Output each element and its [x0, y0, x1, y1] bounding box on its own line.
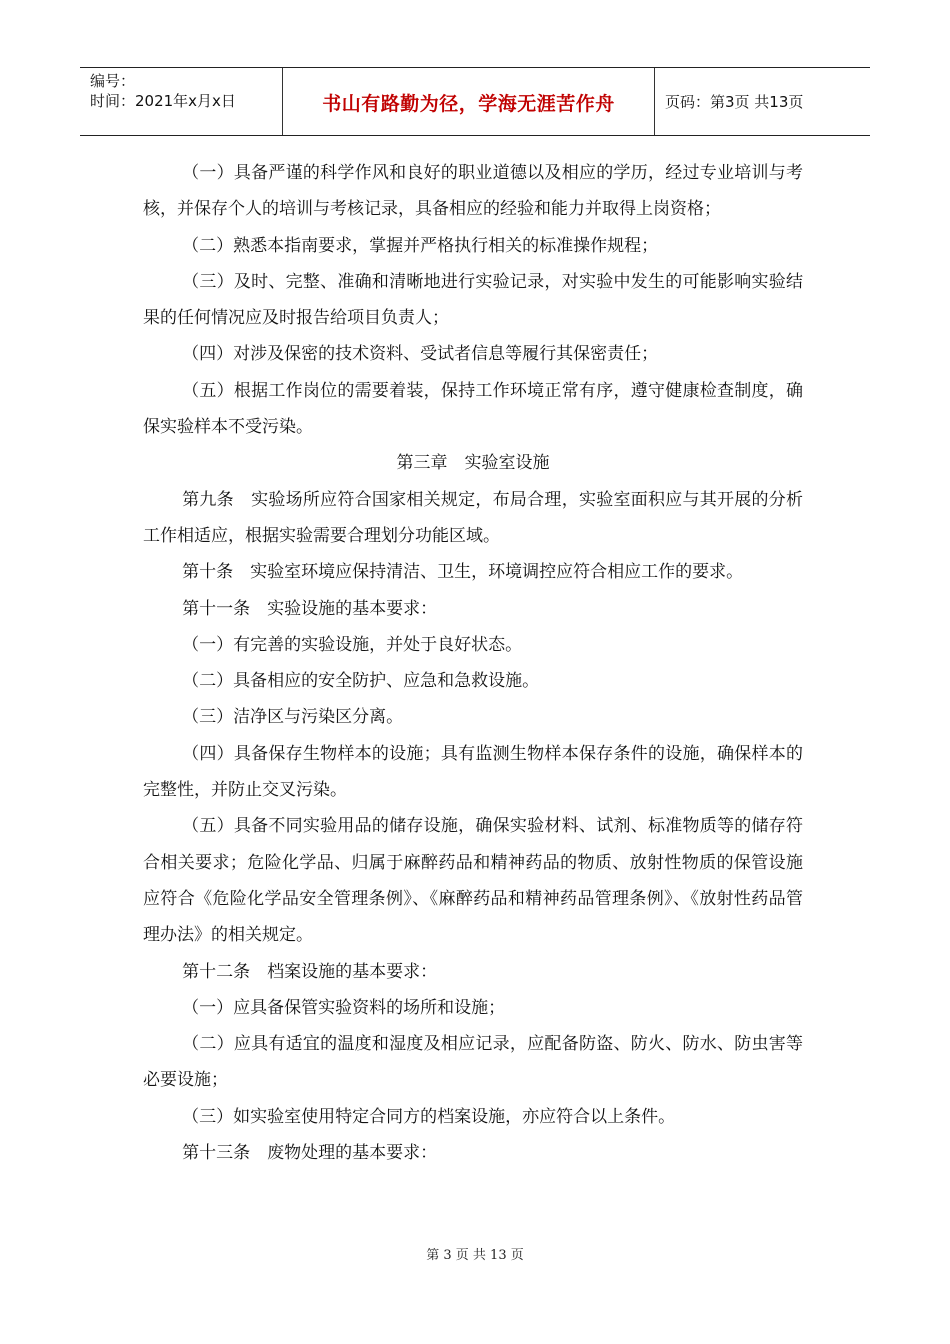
article-11: 第十一条 实验设施的基本要求：	[182, 598, 438, 619]
article-11-item-5: （五）具备不同实验用品的储存设施，确保实验材料、试剂、标准物质等的储存符合相关要求；危险化学品、归属于麻醉药品和精神药品的物质、放射性物质的保管设施应符合《危险化学品安全管理条例》、《麻醉药品和精神药品管理条例》、《放射性药品管理办法》的相关规定。	[143, 816, 803, 946]
paragraph-staff-req-1: （一）具备严谨的科学作风和良好的职业道德以及相应的学历，经过专业培训与考核，并保存个人的培训与考核记录，具备相应的经验和能力并取得上岗资格；	[143, 163, 803, 220]
article-11-item-2: （二）具备相应的安全防护、应急和急救设施。	[182, 671, 540, 692]
article-13: 第十三条 废物处理的基本要求：	[182, 1143, 438, 1164]
paragraph-staff-req-3: （三）及时、完整、准确和清晰地进行实验记录，对实验中发生的可能影响实验结果的任何情况应及时报告给项目负责人；	[143, 271, 803, 329]
document-time-label: 时间：2021年x月x日	[90, 92, 236, 110]
header-meta	[80, 68, 283, 135]
article-11-item-4: （四）具备保存生物样本的设施；具有监测生物样本保存条件的设施，确保样本的完整性，并防止交叉污染。	[143, 743, 803, 801]
paragraph-staff-req-2: （二）熟悉本指南要求，掌握并严格执行相关的标准操作规程；	[182, 235, 659, 256]
header-motto-cell	[283, 68, 655, 135]
page-footer: 第 3 页 共 13 页	[426, 1248, 524, 1263]
article-12-item-1: （一）应具备保管实验资料的场所和设施；	[182, 997, 506, 1018]
article-10: 第十条 实验室环境应保持清洁、卫生，环境调控应符合相应工作的要求。	[182, 562, 744, 583]
article-11-item-1: （一）有完善的实验设施，并处于良好状态。	[182, 634, 523, 655]
article-12-item-2: （二）应具有适宜的温度和湿度及相应记录，应配备防盗、防火、防水、防虫害等必要设施；	[143, 1034, 803, 1091]
paragraph-staff-req-5: （五）根据工作岗位的需要着装，保持工作环境正常有序，遵守健康检查制度，确保实验样本不受污染。	[143, 380, 803, 438]
article-12: 第十二条 档案设施的基本要求：	[182, 961, 438, 982]
header-motto: 书山有路勤为径，学海无涯苦作舟	[322, 93, 615, 115]
article-12-item-3: （三）如实验室使用特定合同方的档案设施，亦应符合以上条件。	[182, 1106, 676, 1127]
document-number-label: 编号：	[90, 72, 136, 90]
document-body	[143, 155, 803, 1171]
article-9: 第九条 实验场所应符合国家相关规定，布局合理，实验室面积应与其开展的分析工作相适应，根据实验需要合理划分功能区域。	[143, 489, 803, 546]
chapter-heading: 第三章 实验室设施	[396, 453, 550, 474]
header-page-number: 页码：第3页 共13页	[665, 93, 804, 111]
article-11-item-3: （三）洁净区与污染区分离。	[182, 707, 404, 728]
paragraph-staff-req-4: （四）对涉及保密的技术资料、受试者信息等履行其保密责任；	[182, 344, 659, 365]
page-header	[80, 67, 870, 136]
header-page-cell	[655, 68, 870, 135]
